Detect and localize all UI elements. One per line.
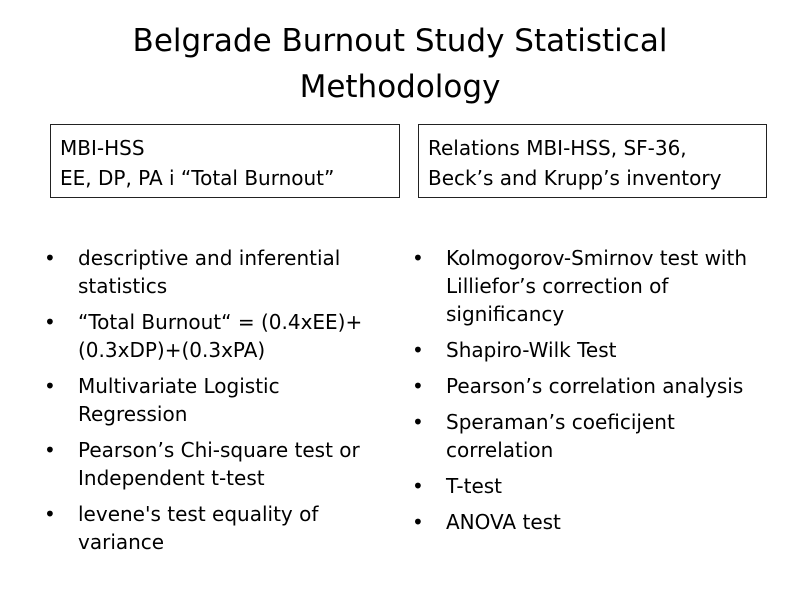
right-header-box [418,124,767,198]
left-header-box [50,124,400,198]
list-item: • ANOVA test [412,508,757,536]
list-item: • Speraman’s coeficijent correlation [412,408,757,464]
left-box-line-1: MBI-HSS [60,136,145,160]
slide-title: Belgrade Burnout Study Statistical Methodology [132,23,668,105]
list-item: • “Total Burnout“ = (0.4xEE)+(0.3xDP)+(0.3xPA) [44,308,389,364]
list-item: • descriptive and inferential statistics [44,244,389,300]
list-item: • Pearson’s Chi-square test or Independent t-test [44,436,389,492]
list-item: • Kolmogorov-Smirnov test with Lilliefor’s correction of significancy [412,244,757,328]
list-item: • Shapiro-Wilk Test [412,336,757,364]
left-bullet-list [44,244,389,564]
right-box-line-1: Relations MBI-HSS, SF-36, [428,136,687,160]
list-item: • levene's test equality of variance [44,500,389,556]
right-box-line-2: Beck’s and Krupp’s inventory [428,166,722,190]
right-bullet-list [412,244,757,544]
left-box-line-2: EE, DP, PA i “Total Burnout” [60,166,335,190]
list-item: • Multivariate Logistic Regression [44,372,389,428]
list-item: • Pearson’s correlation analysis [412,372,757,400]
list-item: • T-test [412,472,757,500]
